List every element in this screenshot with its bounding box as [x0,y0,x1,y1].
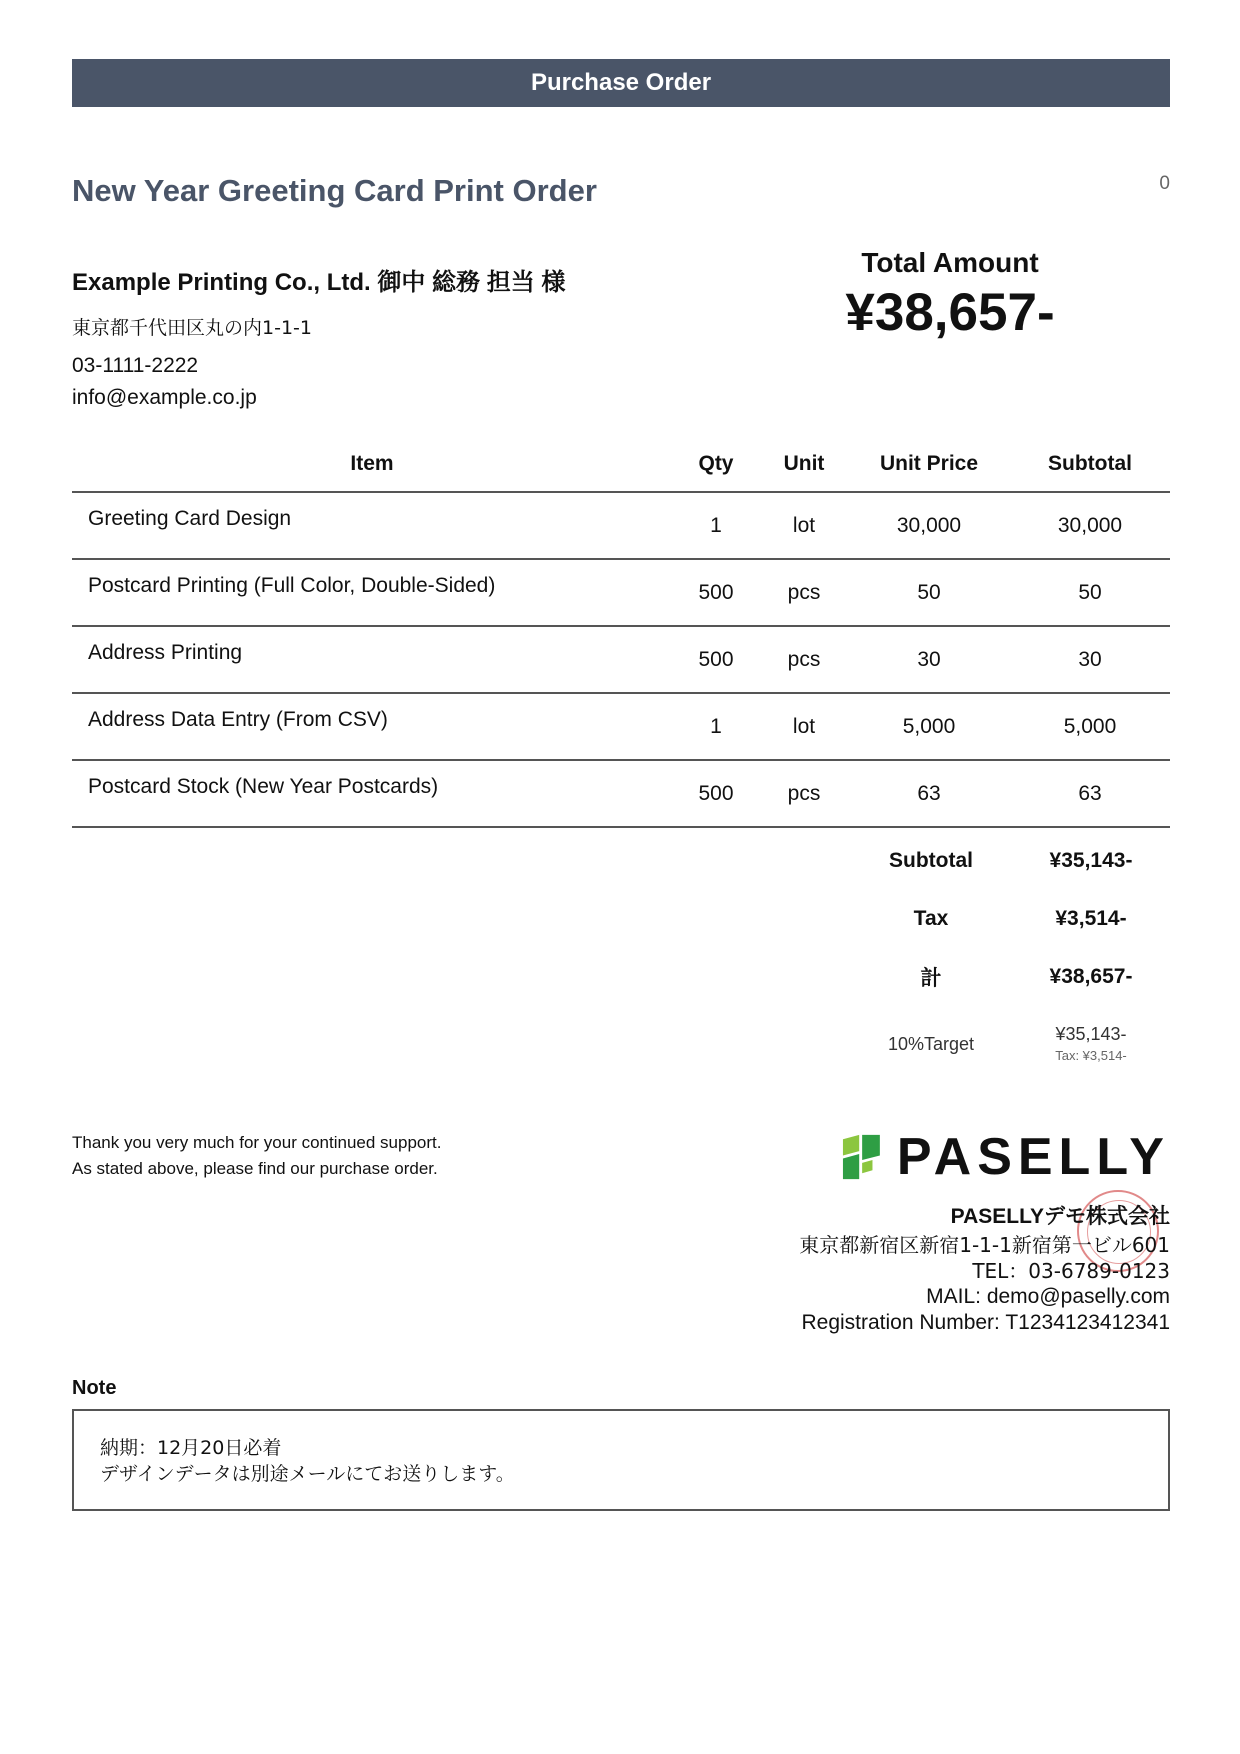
cell-unit: pcs [760,559,848,626]
summary-tax-row [850,890,1170,948]
company-block [799,1202,1170,1336]
tax-breakdown-row [850,1016,1170,1072]
cell-item: Address Data Entry (From CSV) [72,693,672,760]
thanks-message [72,1130,441,1182]
table-row [72,492,1170,559]
note-line-1: 納期：12月20日必着 [100,1437,282,1459]
header-unit: Unit [760,437,848,492]
cell-unit: pcs [760,760,848,827]
cell-subtotal: 5,000 [1010,693,1170,760]
cell-item: Postcard Stock (New Year Postcards) [72,760,672,827]
cell-unit: lot [760,492,848,559]
header-unit-price: Unit Price [848,437,1010,492]
cell-item: Greeting Card Design [72,492,672,559]
summary-tax-label: Tax [913,907,949,930]
items-table [72,437,1170,828]
cell-subtotal: 50 [1010,559,1170,626]
table-row [72,760,1170,827]
summary-block [850,832,1170,1072]
document-title: New Year Greeting Card Print Order [72,173,597,208]
header-item: Item [72,437,672,492]
table-row [72,693,1170,760]
cell-qty: 500 [672,626,760,693]
table-row [72,559,1170,626]
table-header-row [72,437,1170,492]
summary-total-value: ¥38,657- [1049,965,1133,988]
cell-unit-price: 30 [848,626,1010,693]
total-amount-value: ¥38,657- [845,283,1055,342]
paselly-logo-icon [840,1127,883,1187]
summary-total-row [850,948,1170,1006]
total-amount-label: Total Amount [861,247,1039,278]
company-email: MAIL: demo@paselly.com [926,1285,1170,1308]
cell-unit: lot [760,693,848,760]
cell-subtotal: 30 [1010,626,1170,693]
tax-target-label: 10%Target [887,1033,975,1054]
tax-target-amount: ¥35,143- [1055,1024,1127,1044]
company-address: 東京都新宿区新宿1-1-1新宿第一ビル601 [799,1233,1170,1257]
logo-wordmark: PASELLY [896,1128,1170,1186]
recipient-address: 東京都千代田区丸の内1-1-1 [72,317,312,339]
company-name: PASELLYデモ株式会社 [950,1205,1170,1228]
cell-unit-price: 63 [848,760,1010,827]
cell-subtotal: 63 [1010,760,1170,827]
cell-unit: pcs [760,626,848,693]
summary-subtotal-row [850,832,1170,890]
summary-subtotal-label: Subtotal [889,849,973,872]
document-banner: Purchase Order [72,59,1170,107]
recipient-block [72,267,712,411]
tax-target-values [1012,1022,1170,1066]
recipient-name: Example Printing Co., Ltd. 御中 総務 担当 様 [72,269,566,296]
header-qty: Qty [672,437,760,492]
cell-qty: 500 [672,559,760,626]
tax-target-tax: Tax: ¥3,514- [1055,1048,1127,1063]
cell-qty: 500 [672,760,760,827]
header-subtotal: Subtotal [1010,437,1170,492]
company-phone: TEL：03-6789-0123 [972,1259,1170,1283]
recipient-email: info@example.co.jp [72,386,257,409]
cell-item: Address Printing [72,626,672,693]
table-row [72,626,1170,693]
summary-subtotal-value: ¥35,143- [1049,849,1133,872]
company-logo [840,1127,1170,1187]
company-registration: Registration Number: T1234123412341 [801,1311,1170,1334]
recipient-phone: 03-1111-2222 [72,354,199,377]
note-label: Note [72,1377,117,1399]
note-box [72,1409,1170,1511]
cell-unit-price: 50 [848,559,1010,626]
cell-unit-price: 5,000 [848,693,1010,760]
total-amount-box [770,247,1130,343]
thanks-line-2: As stated above, please find our purchase order. [72,1159,438,1178]
cell-subtotal: 30,000 [1010,492,1170,559]
thanks-line-1: Thank you very much for your continued support. [72,1133,442,1152]
summary-total-label: 計 [920,967,942,990]
cell-unit-price: 30,000 [848,492,1010,559]
cell-item: Postcard Printing (Full Color, Double-Sided) [72,559,672,626]
page-number: 0 [1159,173,1170,194]
cell-qty: 1 [672,693,760,760]
cell-qty: 1 [672,492,760,559]
summary-tax-value: ¥3,514- [1055,907,1127,930]
note-line-2: デザインデータは別途メールにてお送りします。 [100,1463,515,1485]
